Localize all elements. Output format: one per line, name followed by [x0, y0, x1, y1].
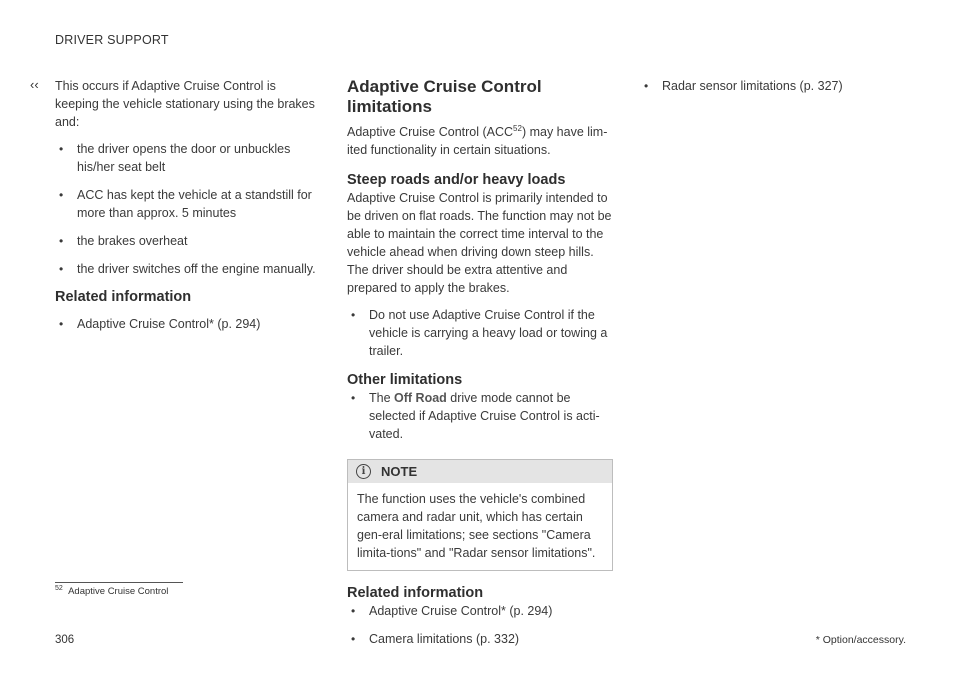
column-right — [640, 77, 905, 95]
related-link-radar[interactable]: • Radar sensor limitations (p. 327) — [640, 77, 905, 95]
related-link-camera[interactable]: • Camera limitations (p. 332) — [347, 630, 613, 648]
list-item: • the driver switches off the engine manually. — [55, 260, 320, 278]
standstill-intro: This occurs if Adaptive Cruise Control is keeping the vehicle stationary using the brakes and: — [55, 79, 315, 129]
off-road-mode: Off Road — [394, 391, 447, 405]
related-info-heading: Related information — [55, 289, 192, 305]
list-item: • the driver opens the door or unbuckles his/her seat belt — [55, 140, 320, 176]
info-icon: i — [356, 464, 371, 479]
note-box — [347, 459, 613, 571]
note-label: NOTE — [381, 463, 418, 479]
column-left — [55, 77, 320, 343]
other-limitations-list — [347, 389, 613, 443]
page-number: 306 — [55, 634, 75, 646]
related-links — [640, 77, 905, 95]
option-note: * Option/accessory. — [815, 634, 906, 646]
footnote-ref[interactable]: 52 — [513, 123, 522, 133]
section-header: DRIVER SUPPORT — [55, 33, 169, 47]
list-item: • ACC has kept the vehicle at a standstill for more than approx. 5 minutes — [55, 186, 320, 222]
other-limitations-heading: Other limitations — [347, 372, 463, 388]
page-title: Adaptive Cruise Control limitations — [347, 77, 542, 116]
conditions-list — [55, 140, 320, 278]
list-item: • Do not use Adaptive Cruise Control if the vehicle is carrying a heavy load or towing a trailer. — [347, 306, 613, 360]
steep-roads-text: Adaptive Cruise Control is primarily intended to be driven on flat roads. The function may not be able to maintain the correct time interval to the vehicle ahead when driving down steep hills. The driver should be extra attentive and prepared to apply the brakes. — [347, 191, 612, 295]
footnote: $^{52}$ Adaptive Cruise Control — [55, 584, 169, 597]
list-item: • The Off Road drive mode cannot be selected if Adaptive Cruise Control is acti-vated. — [347, 389, 613, 443]
column-middle — [347, 77, 613, 648]
continued-mark: ‹‹ — [30, 77, 39, 92]
steep-roads-list — [347, 306, 613, 360]
related-links — [347, 602, 613, 648]
note-text: The function uses the vehicle's combined camera and radar unit, which has certain gen-eral limitations; see sections "Camera limita-tions" and "Radar sensor limitations". — [357, 492, 596, 560]
limitations-intro: Adaptive Cruise Control (ACC$^{52}$) may have lim-ited functionality in certain situations. — [347, 123, 608, 157]
steep-roads-heading: Steep roads and/or heavy loads — [347, 172, 566, 188]
list-item: • the brakes overheat — [55, 232, 320, 250]
related-info-heading: Related information — [347, 585, 484, 601]
related-link-acc[interactable]: • Adaptive Cruise Control* (p. 294) — [55, 315, 320, 333]
related-links — [55, 315, 320, 333]
footnote-divider — [55, 582, 183, 583]
note-header — [348, 460, 612, 483]
related-link-acc[interactable]: • Adaptive Cruise Control* (p. 294) — [347, 602, 613, 620]
